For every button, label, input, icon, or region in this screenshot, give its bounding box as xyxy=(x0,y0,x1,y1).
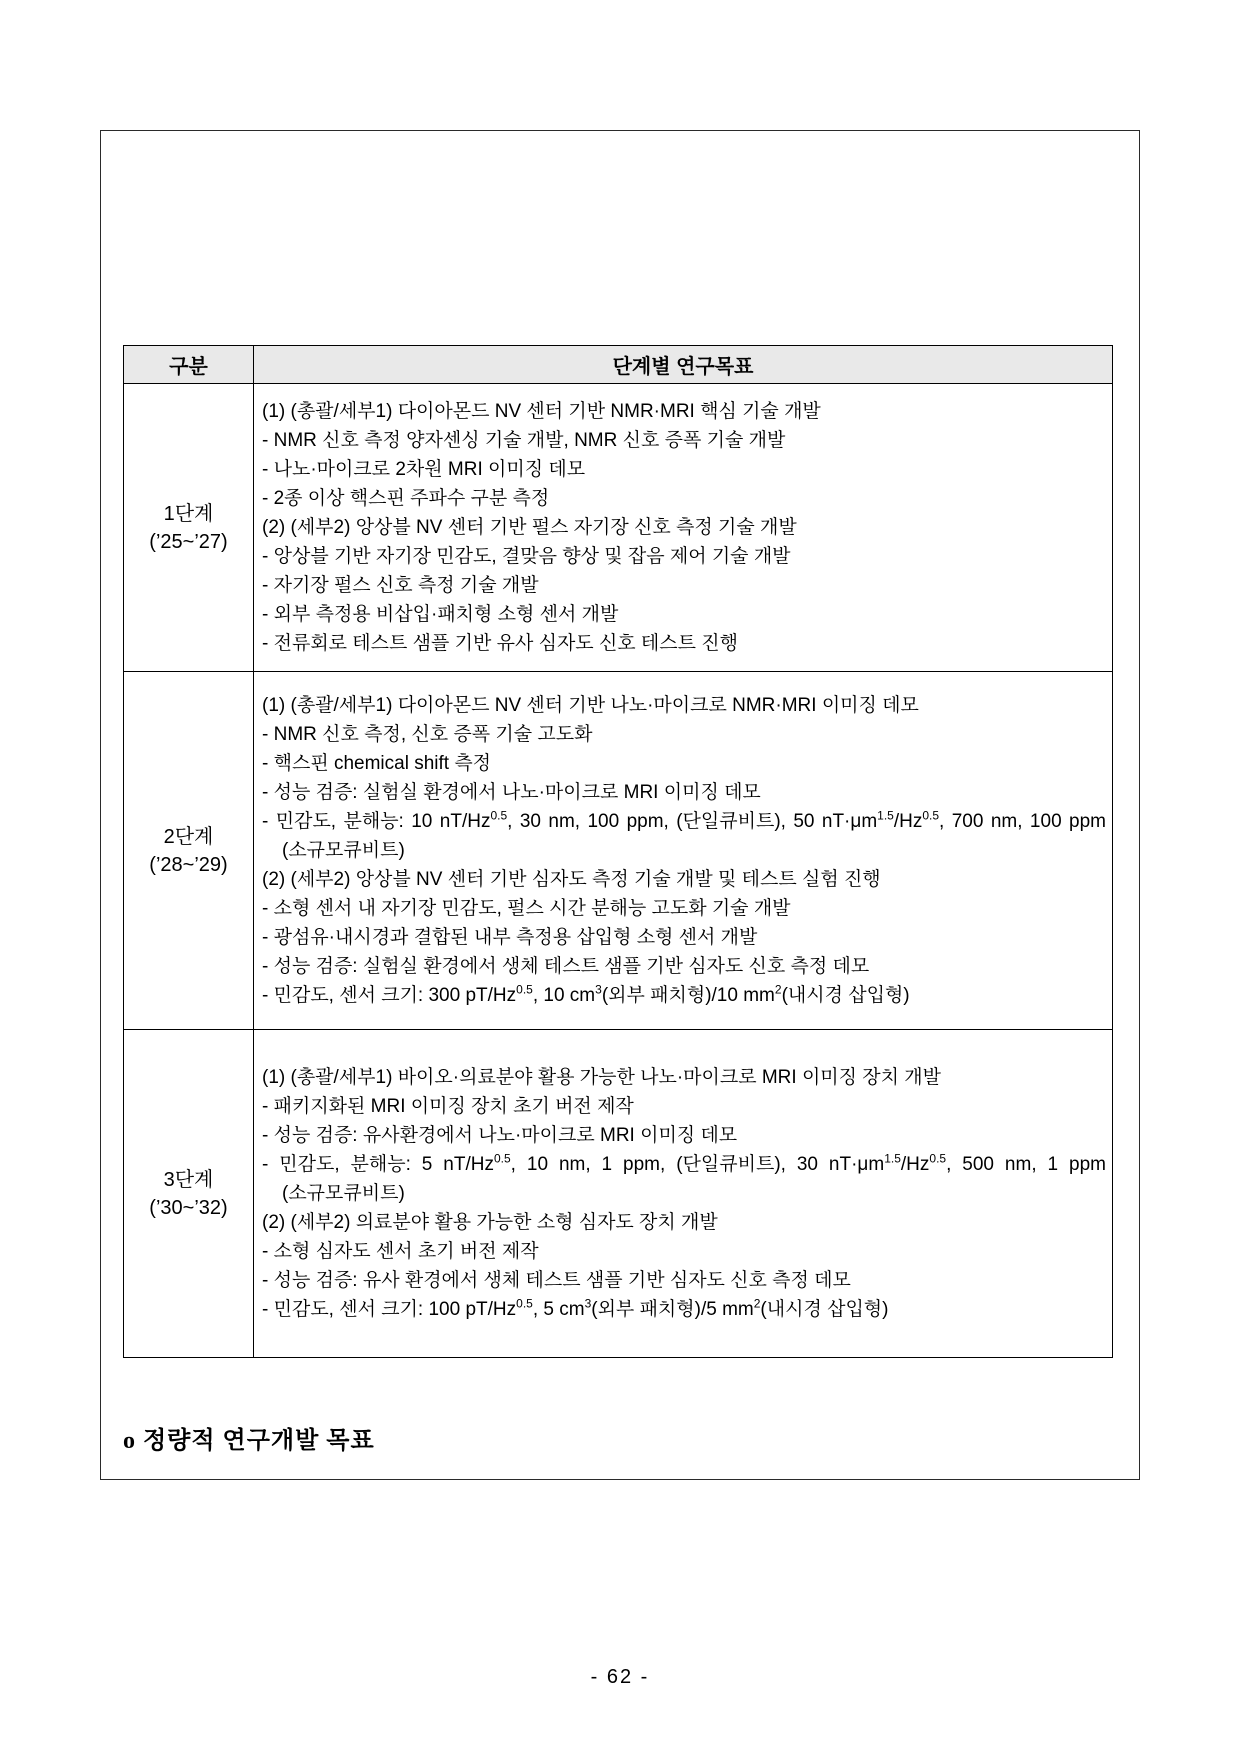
objective-line: - 성능 검증: 유사환경에서 나노·마이크로 MRI 이미징 데모 xyxy=(262,1125,738,1146)
phase-period: (’25~’27) xyxy=(149,530,228,553)
table-row xyxy=(124,1030,1113,1358)
objective-line: - 나노·마이크로 2차원 MRI 이미징 데모 xyxy=(262,459,586,480)
objective-line xyxy=(262,1324,1106,1353)
objective-line: - 성능 검증: 유사 환경에서 생체 테스트 샘플 기반 심자도 신호 측정 데모 xyxy=(262,1270,851,1291)
objectives-cell xyxy=(254,384,1113,672)
objective-line: - 핵스핀 chemical shift 측정 xyxy=(262,753,492,774)
objective-line: (2) (세부2) 의료분야 활용 가능한 소형 심자도 장치 개발 xyxy=(262,1212,718,1233)
header-category: 구분 xyxy=(124,346,254,384)
phase-period: (’30~’32) xyxy=(149,1196,228,1219)
research-objectives-table xyxy=(123,345,1113,1358)
objective-line: - NMR 신호 측정, 신호 증폭 기술 고도화 xyxy=(262,724,593,745)
table-row xyxy=(124,672,1113,1030)
objective-line: - 성능 검증: 실험실 환경에서 생체 테스트 샘플 기반 심자도 신호 측정 데모 xyxy=(262,956,870,977)
objective-line: - 소형 센서 내 자기장 민감도, 펄스 시간 분해능 고도화 기술 개발 xyxy=(262,898,791,919)
objective-line: (1) (총괄/세부1) 바이오·의료분야 활용 가능한 나노·마이크로 MRI 이미징 장치 개발 xyxy=(262,1067,941,1088)
objective-line: - 앙상블 기반 자기장 민감도, 결맞음 향상 및 잡음 제어 기술 개발 xyxy=(262,546,791,567)
phase-label: 2단계 xyxy=(163,825,214,848)
phase-period: (’28~’29) xyxy=(149,853,228,876)
phase-cell xyxy=(124,1030,254,1358)
objective-line: - 소형 심자도 센서 초기 버전 제작 xyxy=(262,1241,539,1262)
objective-line: - 2종 이상 핵스핀 주파수 구분 측정 xyxy=(262,488,550,509)
objective-line: (1) (총괄/세부1) 다이아몬드 NV 센터 기반 NMR·MRI 핵심 기술 개발 xyxy=(262,401,821,422)
objective-line: - 외부 측정용 비삽입·패치형 소형 센서 개발 xyxy=(262,604,619,625)
phase-label: 1단계 xyxy=(163,502,214,525)
table-row xyxy=(124,384,1113,672)
table-header-row xyxy=(124,346,1113,384)
objective-line: - 민감도, 센서 크기: 100 $pT/Hz^{0.5}$, 5 $cm^3$(외부 패치형)/5 $mm^2$(내시경 삽입형) xyxy=(262,1296,889,1320)
objectives-cell xyxy=(254,1030,1113,1358)
objective-line: - 패키지화된 MRI 이미징 장치 초기 버전 제작 xyxy=(262,1096,634,1117)
objectives-cell xyxy=(254,672,1113,1030)
objective-line: - 광섬유·내시경과 결합된 내부 측정용 삽입형 소형 센서 개발 xyxy=(262,927,758,948)
objective-line: (2) (세부2) 앙상블 NV 센터 기반 심자도 측정 기술 개발 및 테스트 실험 진행 xyxy=(262,869,881,890)
objective-line: - 민감도, 분해능: 5 $nT/Hz^{0.5}$, 10 nm, 1 ppm, (단일큐비트), 30 $nT\cdot\mu m^{1.5}/Hz^{0.5}$, 500 nm, 1 ppm (소규모큐비트) xyxy=(262,1151,1106,1204)
objective-line: (1) (총괄/세부1) 다이아몬드 NV 센터 기반 나노·마이크로 NMR·MRI 이미징 데모 xyxy=(262,695,919,716)
objective-line: - NMR 신호 측정 양자센싱 기술 개발, NMR 신호 증폭 기술 개발 xyxy=(262,430,786,451)
objective-line: - 전류회로 테스트 샘플 기반 유사 심자도 신호 테스트 진행 xyxy=(262,633,738,654)
objective-line: - 자기장 펄스 신호 측정 기술 개발 xyxy=(262,575,539,596)
phase-label: 3단계 xyxy=(163,1168,214,1191)
page-number: - 62 - xyxy=(590,1666,650,1688)
objective-line: (2) (세부2) 앙상블 NV 센터 기반 펄스 자기장 신호 측정 기술 개발 xyxy=(262,517,797,538)
objective-line xyxy=(262,1034,1106,1063)
objective-line: - 성능 검증: 실험실 환경에서 나노·마이크로 MRI 이미징 데모 xyxy=(262,782,761,803)
section-heading: o 정량적 연구개발 목표 xyxy=(123,1428,375,1454)
phase-cell xyxy=(124,384,254,672)
header-objectives: 단계별 연구목표 xyxy=(254,346,1113,384)
objective-line: - 민감도, 분해능: 10 $nT/Hz^{0.5}$, 30 nm, 100 ppm, (단일큐비트), 50 $nT\cdot\mu m^{1.5}/Hz^{0.5}$, 700 nm, 100 ppm (소규모큐비트) xyxy=(262,808,1107,861)
phase-cell xyxy=(124,672,254,1030)
objective-line: - 민감도, 센서 크기: 300 $pT/Hz^{0.5}$, 10 $cm^3$(외부 패치형)/10 $mm^2$(내시경 삽입형) xyxy=(262,982,910,1006)
